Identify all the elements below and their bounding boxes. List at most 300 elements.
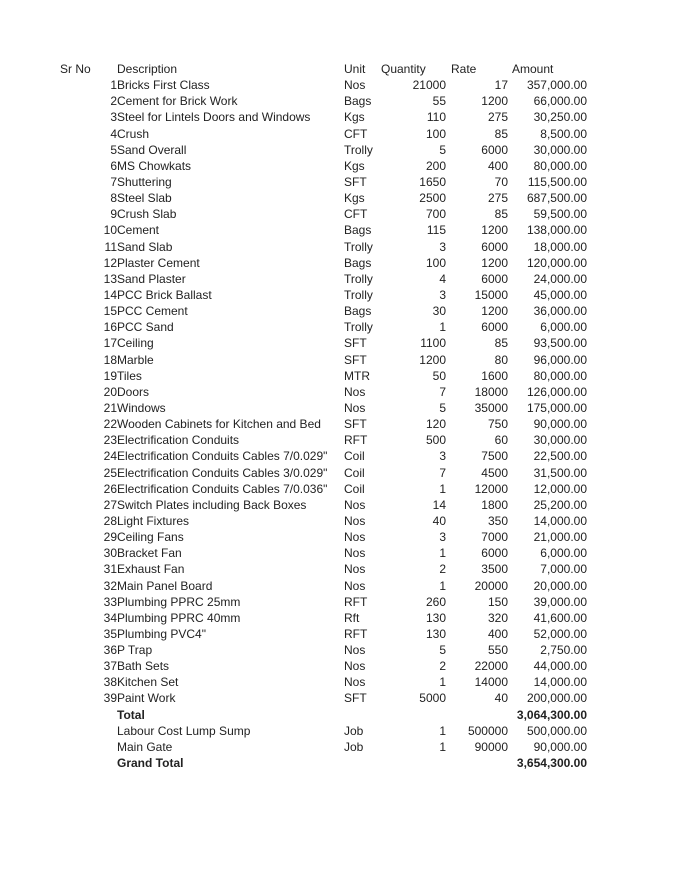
table-row [0, 465, 680, 481]
item-amount: 138,000.00 [526, 223, 587, 238]
item-number: 25 [103, 465, 117, 480]
item-unit: Nos [344, 530, 366, 545]
item-rate: 85 [494, 207, 508, 222]
item-rate: 275 [487, 191, 508, 206]
total-label: Total [117, 707, 145, 722]
item-rate: 550 [487, 643, 508, 658]
item-amount: 22,500.00 [533, 449, 587, 464]
item-amount: 30,000.00 [533, 433, 587, 448]
item-unit: MTR [344, 368, 370, 383]
item-rate: 1600 [481, 368, 508, 383]
item-amount: 93,500.00 [533, 336, 587, 351]
item-quantity: 3 [439, 239, 446, 254]
item-amount: 7,000.00 [540, 562, 587, 577]
item-rate: 15000 [474, 287, 508, 302]
item-unit: Coil [344, 481, 365, 496]
item-quantity: 14 [432, 497, 446, 512]
extra-rate: 90000 [474, 739, 508, 754]
item-amount: 2,750.00 [540, 643, 587, 658]
item-quantity: 30 [432, 304, 446, 319]
item-unit: Nos [344, 384, 366, 399]
item-quantity: 120 [425, 417, 446, 432]
item-unit: Nos [344, 643, 366, 658]
item-quantity: 3 [439, 530, 446, 545]
item-quantity: 100 [425, 126, 446, 141]
item-amount: 80,000.00 [533, 158, 587, 173]
item-description: PCC Sand [117, 320, 174, 335]
item-unit: SFT [344, 336, 367, 351]
item-rate: 17 [494, 78, 508, 93]
item-rate: 150 [487, 594, 508, 609]
item-number: 30 [103, 546, 117, 561]
table-row [0, 674, 680, 690]
item-number: 4 [110, 126, 117, 141]
item-quantity: 3 [439, 449, 446, 464]
item-amount: 41,600.00 [533, 610, 587, 625]
item-rate: 1200 [481, 304, 508, 319]
extra-quantity: 1 [439, 723, 446, 738]
item-number: 34 [103, 610, 117, 625]
item-quantity: 5 [439, 142, 446, 157]
item-number: 10 [103, 223, 117, 238]
header-unit: Unit [344, 62, 366, 76]
item-quantity: 1650 [419, 174, 446, 189]
table-row [0, 513, 680, 529]
item-description: Marble [117, 352, 154, 367]
item-unit: Kgs [344, 158, 365, 173]
extra-description: Main Gate [117, 739, 173, 754]
table-row [0, 448, 680, 464]
item-amount: 30,250.00 [533, 110, 587, 125]
item-amount: 115,500.00 [527, 174, 587, 189]
item-rate: 1200 [481, 223, 508, 238]
item-rate: 4500 [481, 465, 508, 480]
table-row [0, 206, 680, 222]
item-rate: 7000 [481, 530, 508, 545]
item-unit: Nos [344, 497, 366, 512]
item-rate: 20000 [474, 578, 508, 593]
table-row [0, 190, 680, 206]
table-row [0, 335, 680, 351]
item-unit: SFT [344, 352, 367, 367]
table-row [0, 432, 680, 448]
table-row [0, 481, 680, 497]
item-quantity: 1 [439, 578, 446, 593]
item-amount: 14,000.00 [533, 675, 587, 690]
item-quantity: 50 [432, 368, 446, 383]
item-rate: 275 [487, 110, 508, 125]
item-unit: CFT [344, 207, 368, 222]
table-row [0, 271, 680, 287]
item-amount: 90,000.00 [533, 417, 587, 432]
item-amount: 31,500.00 [533, 465, 587, 480]
item-rate: 1800 [481, 497, 508, 512]
table-row [0, 255, 680, 271]
item-unit: Nos [344, 578, 366, 593]
item-amount: 6,000.00 [540, 546, 587, 561]
table-row [0, 610, 680, 626]
item-unit: Nos [344, 513, 366, 528]
item-description: Crush [117, 126, 150, 141]
item-unit: RFT [344, 433, 368, 448]
item-quantity: 21000 [412, 78, 446, 93]
item-unit: Nos [344, 400, 366, 415]
item-description: Ceiling [117, 336, 154, 351]
item-amount: 14,000.00 [533, 513, 587, 528]
item-unit: Bags [344, 304, 372, 319]
table-row [0, 626, 680, 642]
item-amount: 6,000.00 [540, 320, 587, 335]
item-quantity: 2 [439, 659, 446, 674]
item-amount: 96,000.00 [533, 352, 587, 367]
table-row [0, 352, 680, 368]
item-unit: Trolly [344, 271, 373, 286]
grand-total-amount: 3,654,300.00 [516, 756, 587, 771]
item-rate: 6000 [481, 546, 508, 561]
extra-amount: 90,000.00 [533, 739, 587, 754]
extra-row-main-gate [0, 739, 680, 755]
item-number: 16 [103, 320, 117, 335]
item-rate: 14000 [474, 675, 508, 690]
item-rate: 6000 [481, 142, 508, 157]
extra-description: Labour Cost Lump Sump [117, 723, 251, 738]
total-amount: 3,064,300.00 [516, 707, 587, 722]
item-rate: 6000 [481, 239, 508, 254]
item-unit: SFT [344, 691, 367, 706]
item-amount: 59,500.00 [533, 207, 587, 222]
item-amount: 12,000.00 [533, 481, 587, 496]
table-row [0, 287, 680, 303]
item-description: Bricks First Class [117, 78, 210, 93]
table-row [0, 658, 680, 674]
table-row [0, 497, 680, 513]
item-unit: Bags [344, 94, 372, 109]
item-quantity: 1 [439, 675, 446, 690]
item-description: MS Chowkats [117, 158, 192, 173]
header-amount: Amount [512, 62, 554, 76]
item-quantity: 5 [439, 400, 446, 415]
item-unit: Nos [344, 675, 366, 690]
item-number: 6 [110, 158, 117, 173]
item-amount: 687,500.00 [526, 191, 587, 206]
table-row [0, 416, 680, 432]
item-quantity: 1 [439, 481, 446, 496]
item-amount: 39,000.00 [533, 594, 587, 609]
table-row [0, 174, 680, 190]
item-quantity: 7 [439, 384, 446, 399]
item-description: Steel for Lintels Doors and Windows [117, 110, 311, 125]
item-number: 35 [103, 626, 117, 641]
item-description: Electrification Conduits [117, 433, 240, 448]
item-description: PCC Cement [117, 304, 188, 319]
item-description: Electrification Conduits Cables 7/0.036" [117, 481, 328, 496]
item-description: Bracket Fan [117, 546, 182, 561]
extra-amount: 500,000.00 [526, 723, 587, 738]
item-amount: 120,000.00 [526, 255, 587, 270]
item-unit: Trolly [344, 287, 373, 302]
item-unit: Nos [344, 659, 366, 674]
item-number: 39 [103, 691, 117, 706]
item-unit: RFT [344, 626, 368, 641]
item-description: Bath Sets [117, 659, 170, 674]
item-number: 3 [110, 110, 117, 125]
extra-unit: Job [344, 739, 364, 754]
item-quantity: 1 [439, 546, 446, 561]
item-number: 2 [110, 94, 117, 109]
item-amount: 21,000.00 [533, 530, 587, 545]
item-number: 37 [103, 659, 117, 674]
item-number: 22 [103, 417, 117, 432]
table-row [0, 529, 680, 545]
table-row [0, 368, 680, 384]
grand-total-row [0, 755, 680, 771]
item-quantity: 260 [425, 594, 446, 609]
item-unit: Trolly [344, 320, 373, 335]
item-number: 15 [103, 304, 117, 319]
item-quantity: 5000 [419, 691, 446, 706]
item-description: Doors [117, 384, 150, 399]
item-unit: SFT [344, 417, 367, 432]
item-number: 8 [110, 191, 117, 206]
item-description: Switch Plates including Back Boxes [117, 497, 307, 512]
item-number: 7 [110, 174, 117, 189]
item-rate: 3500 [481, 562, 508, 577]
item-unit: Trolly [344, 142, 373, 157]
item-rate: 18000 [474, 384, 508, 399]
item-rate: 40 [494, 691, 508, 706]
item-description: Windows [117, 400, 166, 415]
header-sr-no: Sr No [60, 62, 91, 76]
item-number: 18 [103, 352, 117, 367]
header-rate: Rate [451, 62, 477, 76]
item-number: 23 [103, 433, 117, 448]
item-amount: 24,000.00 [533, 271, 587, 286]
item-amount: 175,000.00 [526, 400, 587, 415]
item-number: 26 [103, 481, 117, 496]
table-row [0, 109, 680, 125]
item-rate: 6000 [481, 320, 508, 335]
item-description: Paint Work [117, 691, 176, 706]
item-number: 19 [103, 368, 117, 383]
item-rate: 1200 [481, 94, 508, 109]
grand-total-label: Grand Total [117, 756, 184, 771]
item-description: P Trap [117, 643, 153, 658]
item-quantity: 7 [439, 465, 446, 480]
item-number: 31 [103, 562, 117, 577]
item-description: Main Panel Board [117, 578, 213, 593]
item-quantity: 1 [439, 320, 446, 335]
item-unit: Nos [344, 546, 366, 561]
item-rate: 320 [487, 610, 508, 625]
item-number: 12 [103, 255, 117, 270]
item-rate: 85 [494, 126, 508, 141]
table-row [0, 561, 680, 577]
item-amount: 66,000.00 [533, 94, 587, 109]
item-rate: 350 [487, 513, 508, 528]
item-quantity: 2 [439, 562, 446, 577]
item-number: 5 [110, 142, 117, 157]
table-row [0, 126, 680, 142]
item-amount: 18,000.00 [533, 239, 587, 254]
item-rate: 85 [494, 336, 508, 351]
table-row [0, 545, 680, 561]
item-amount: 126,000.00 [526, 384, 587, 399]
item-description: Crush Slab [117, 207, 177, 222]
table-row [0, 319, 680, 335]
table-row [0, 303, 680, 319]
item-quantity: 200 [425, 158, 446, 173]
item-number: 32 [103, 578, 117, 593]
item-quantity: 130 [425, 610, 446, 625]
item-quantity: 40 [432, 513, 446, 528]
item-number: 17 [103, 336, 117, 351]
item-amount: 8,500.00 [540, 126, 587, 141]
item-description: Plumbing PPRC 40mm [117, 610, 241, 625]
item-quantity: 4 [439, 271, 446, 286]
table-row [0, 642, 680, 658]
item-amount: 44,000.00 [533, 659, 587, 674]
item-number: 33 [103, 594, 117, 609]
item-unit: Trolly [344, 239, 373, 254]
item-rate: 400 [487, 158, 508, 173]
item-number: 11 [104, 239, 117, 254]
item-number: 14 [103, 287, 117, 302]
item-rate: 750 [487, 417, 508, 432]
item-rate: 6000 [481, 271, 508, 286]
item-number: 24 [103, 449, 117, 464]
item-description: Plumbing PPRC 25mm [117, 594, 241, 609]
item-amount: 30,000.00 [533, 142, 587, 157]
item-amount: 80,000.00 [533, 368, 587, 383]
item-rate: 400 [487, 626, 508, 641]
item-quantity: 110 [426, 110, 446, 125]
item-rate: 60 [494, 433, 508, 448]
item-description: Cement for Brick Work [117, 94, 238, 109]
extra-quantity: 1 [439, 739, 446, 754]
item-unit: Kgs [344, 191, 365, 206]
estimate-table [0, 61, 680, 771]
item-unit: Kgs [344, 110, 365, 125]
item-unit: SFT [344, 174, 367, 189]
extra-rate: 500000 [467, 723, 508, 738]
item-rate: 1200 [481, 255, 508, 270]
item-quantity: 115 [426, 223, 446, 238]
item-description: Sand Slab [117, 239, 173, 254]
item-amount: 52,000.00 [533, 626, 587, 641]
header-quantity: Quantity [381, 62, 426, 76]
item-number: 13 [103, 271, 117, 286]
item-rate: 7500 [481, 449, 508, 464]
item-description: Ceiling Fans [117, 530, 184, 545]
item-unit: Rft [344, 610, 360, 625]
item-description: Plumbing PVC4" [117, 626, 206, 641]
item-rate: 12000 [474, 481, 508, 496]
table-row [0, 384, 680, 400]
item-rows [0, 77, 680, 706]
item-unit: Bags [344, 223, 372, 238]
table-row [0, 222, 680, 238]
item-quantity: 100 [425, 255, 446, 270]
table-row [0, 578, 680, 594]
item-quantity: 1100 [420, 336, 446, 351]
item-description: Light Fixtures [117, 513, 190, 528]
total-row [0, 707, 680, 723]
extra-unit: Job [344, 723, 364, 738]
item-description: Electrification Conduits Cables 7/0.029" [117, 449, 328, 464]
item-description: Tiles [117, 368, 142, 383]
table-row [0, 93, 680, 109]
item-rate: 70 [494, 174, 508, 189]
item-number: 27 [103, 497, 117, 512]
item-unit: Bags [344, 255, 372, 270]
item-amount: 357,000.00 [526, 78, 587, 93]
item-description: Shuttering [117, 174, 172, 189]
item-rate: 35000 [474, 400, 508, 415]
item-number: 9 [110, 207, 117, 222]
item-quantity: 1200 [419, 352, 446, 367]
item-unit: Nos [344, 562, 366, 577]
item-description: Wooden Cabinets for Kitchen and Bed [117, 417, 321, 432]
item-number: 1 [110, 78, 117, 93]
table-row [0, 690, 680, 706]
item-number: 29 [103, 530, 117, 545]
item-description: Kitchen Set [117, 675, 179, 690]
item-rate: 22000 [474, 659, 508, 674]
table-row [0, 594, 680, 610]
item-quantity: 500 [425, 433, 446, 448]
item-number: 36 [103, 643, 117, 658]
item-quantity: 5 [439, 643, 446, 658]
extra-row-labour [0, 723, 680, 739]
item-unit: RFT [344, 594, 368, 609]
item-unit: Coil [344, 465, 365, 480]
item-description: Cement [117, 223, 160, 238]
item-description: Plaster Cement [117, 255, 200, 270]
item-amount: 45,000.00 [533, 287, 587, 302]
item-description: Exhaust Fan [117, 562, 185, 577]
item-quantity: 3 [439, 287, 446, 302]
item-number: 21 [103, 400, 117, 415]
header-description: Description [117, 62, 178, 76]
item-amount: 25,200.00 [533, 497, 587, 512]
item-description: Steel Slab [117, 191, 172, 206]
table-row [0, 77, 680, 93]
item-amount: 200,000.00 [526, 691, 587, 706]
table-row [0, 400, 680, 416]
item-amount: 20,000.00 [533, 578, 587, 593]
item-unit: Nos [344, 78, 366, 93]
item-rate: 80 [494, 352, 508, 367]
table-row [0, 158, 680, 174]
item-number: 38 [103, 675, 117, 690]
item-quantity: 2500 [419, 191, 446, 206]
table-row [0, 142, 680, 158]
item-description: PCC Brick Ballast [117, 287, 212, 302]
item-unit: CFT [344, 126, 368, 141]
item-number: 20 [103, 384, 117, 399]
item-description: Electrification Conduits Cables 3/0.029" [117, 465, 328, 480]
item-description: Sand Plaster [117, 271, 186, 286]
item-quantity: 700 [425, 207, 446, 222]
item-unit: Coil [344, 449, 365, 464]
table-header-row [0, 61, 680, 77]
item-number: 28 [103, 513, 117, 528]
item-description: Sand Overall [117, 142, 187, 157]
table-row [0, 239, 680, 255]
item-quantity: 55 [432, 94, 446, 109]
item-quantity: 130 [425, 626, 446, 641]
item-amount: 36,000.00 [533, 304, 587, 319]
